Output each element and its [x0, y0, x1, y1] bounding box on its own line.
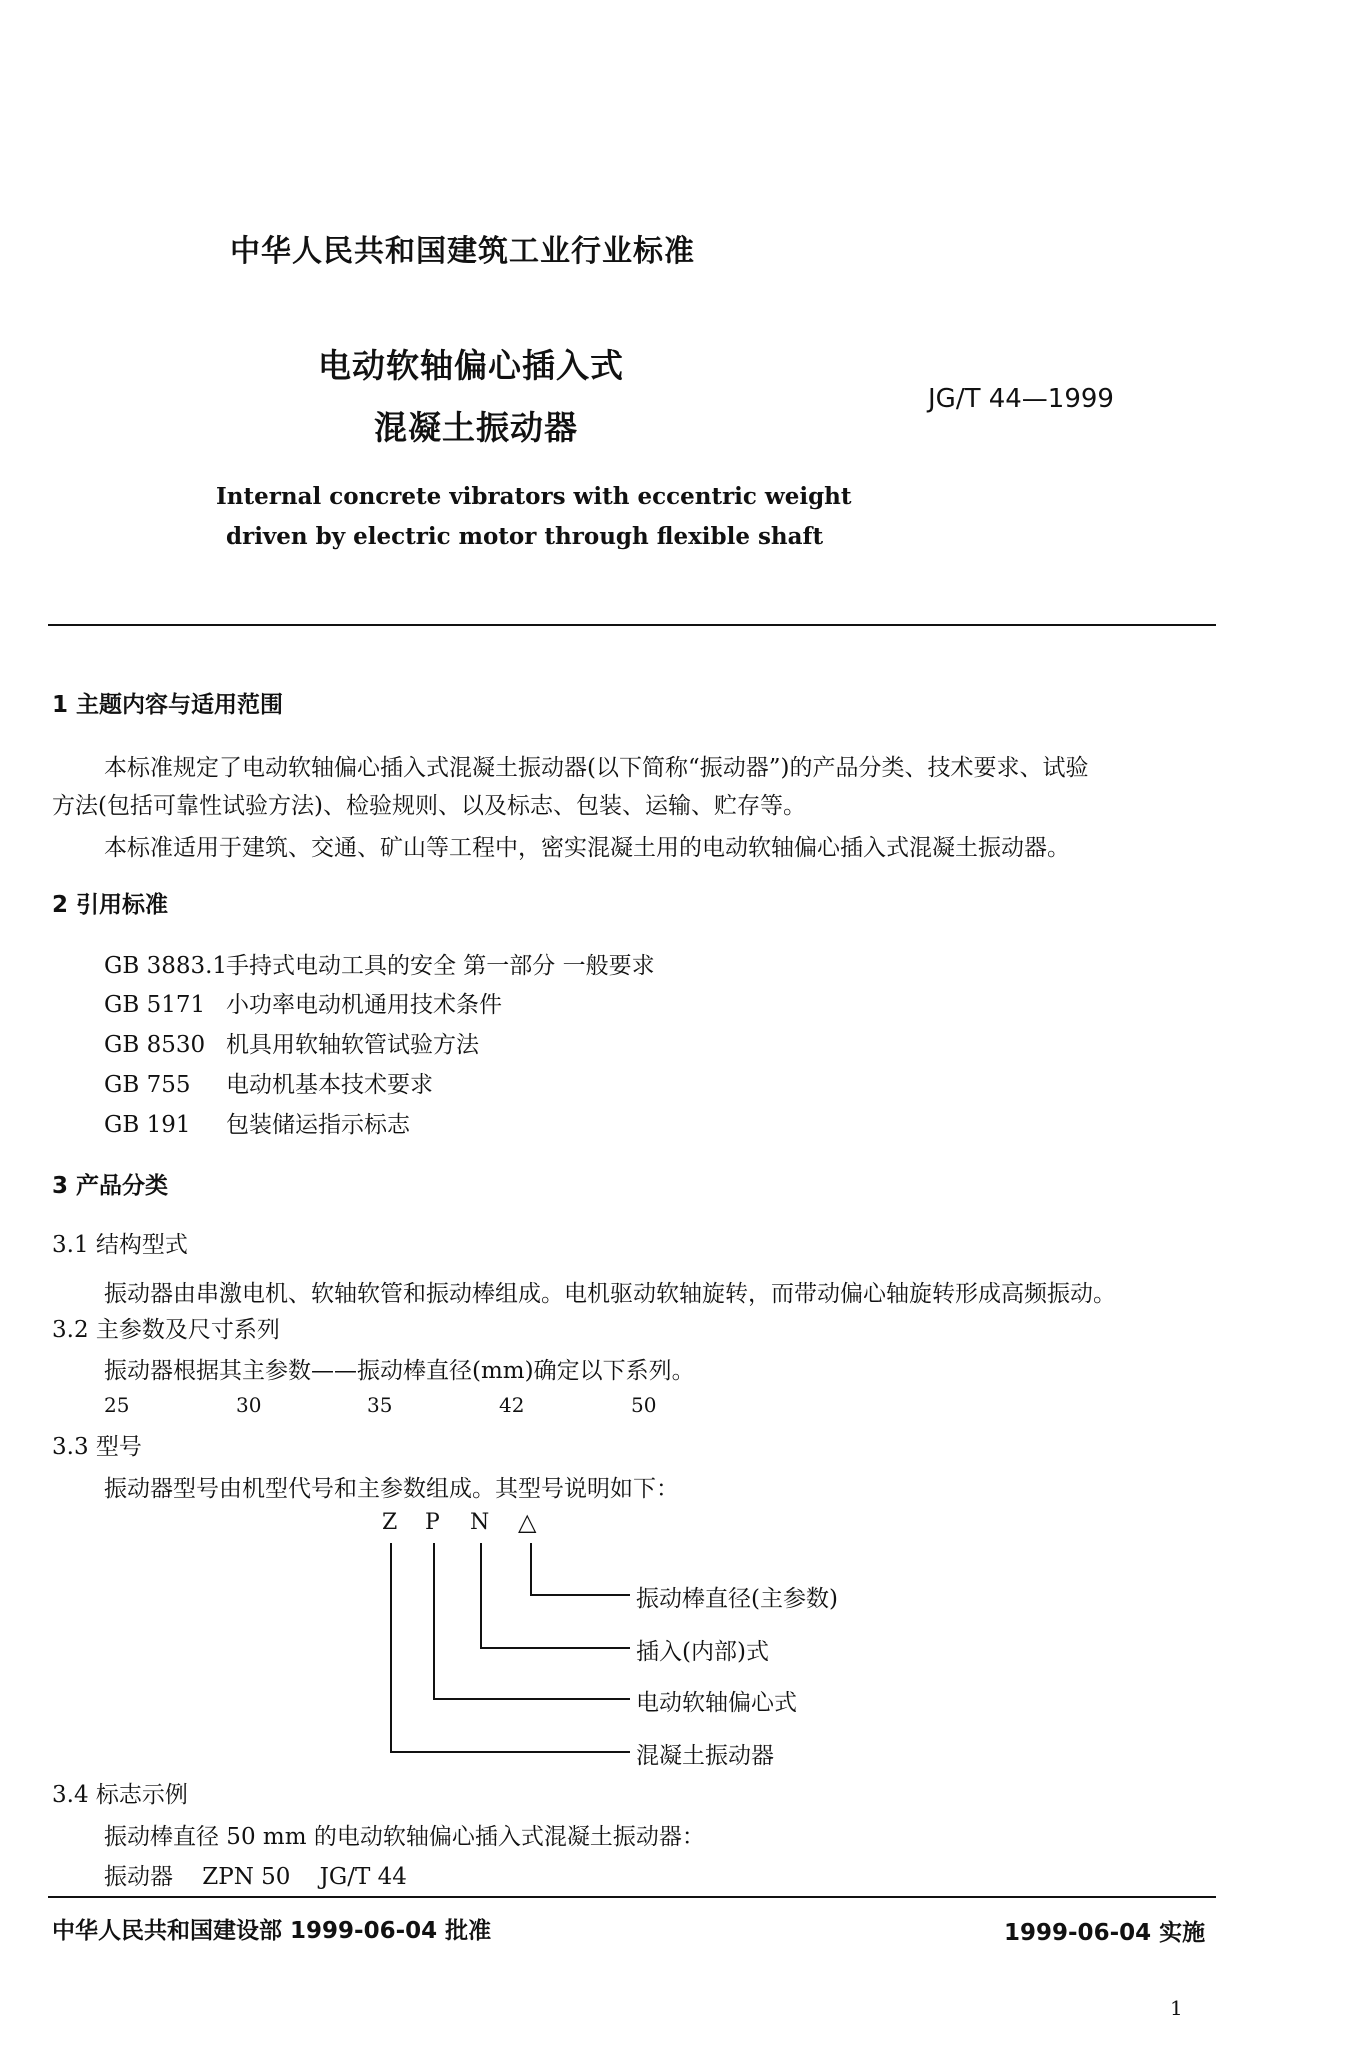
standard-number: JG/T 44—1999	[928, 384, 1114, 414]
bracket-line	[530, 1543, 532, 1595]
bracket-line	[433, 1698, 630, 1700]
diagram-label: 插入(内部)式	[636, 1639, 769, 1665]
org-title: 中华人民共和国建筑工业行业标准	[230, 234, 695, 269]
section3-2-heading: 3.2 主参数及尺寸系列	[52, 1317, 280, 1343]
letter-p: P	[425, 1510, 440, 1535]
reference-row	[104, 986, 502, 1019]
section3-3-heading: 3.3 型号	[52, 1434, 142, 1460]
series-value: 50	[631, 1393, 657, 1417]
diagram-label: 振动棒直径(主参数)	[636, 1586, 838, 1612]
reference-title: 小功率电动机通用技术条件	[226, 992, 502, 1018]
diagram-label: 混凝土振动器	[636, 1743, 774, 1769]
section3-2-text: 振动器根据其主参数——振动棒直径(mm)确定以下系列。	[104, 1358, 695, 1384]
header-divider	[48, 624, 1216, 626]
triangle-placeholder: △	[518, 1508, 537, 1536]
implementation-date: 1999-06-04 实施	[1004, 1920, 1206, 1946]
bracket-line	[390, 1751, 630, 1753]
english-title-line2: driven by electric motor through flexible shaft	[226, 523, 824, 550]
bracket-line	[530, 1594, 630, 1596]
approval-info: 中华人民共和国建设部 1999-06-04 批准	[52, 1918, 492, 1944]
letter-n: N	[470, 1510, 490, 1535]
reference-title: 电动机基本技术要求	[226, 1072, 433, 1098]
section3-4-heading: 3.4 标志示例	[52, 1782, 188, 1808]
section1-para1-line2: 方法(包括可靠性试验方法)、检验规则、以及标志、包装、运输、贮存等。	[52, 793, 806, 819]
section3-heading: 3 产品分类	[52, 1173, 169, 1199]
reference-code: GB 191	[104, 1112, 191, 1138]
reference-code: GB 755	[104, 1072, 191, 1098]
reference-row	[104, 1026, 479, 1059]
page-number: 1	[1170, 1996, 1183, 2020]
bracket-line	[480, 1543, 482, 1648]
footer-divider	[48, 1896, 1216, 1898]
bracket-line	[433, 1543, 435, 1699]
section3-3-text: 振动器型号由机型代号和主参数组成。其型号说明如下：	[104, 1476, 679, 1502]
reference-title: 手持式电动工具的安全 第一部分 一般要求	[226, 953, 655, 979]
reference-code: GB 5171	[104, 992, 206, 1018]
reference-title: 机具用软轴软管试验方法	[226, 1032, 479, 1058]
reference-row	[104, 947, 655, 980]
reference-title: 包装储运指示标志	[226, 1112, 410, 1138]
letter-z: Z	[382, 1510, 398, 1535]
section3-1-text: 振动器由串激电机、软轴软管和振动棒组成。电机驱动软轴旋转，而带动偏心轴旋转形成高频振动。	[104, 1281, 1116, 1307]
bracket-line	[390, 1543, 392, 1752]
series-value: 30	[236, 1393, 262, 1417]
series-value: 35	[367, 1393, 393, 1417]
section3-4-example: 振动器 ZPN 50 JG/T 44	[104, 1864, 407, 1890]
section1-para1-line1: 本标准规定了电动软轴偏心插入式混凝土振动器(以下简称“振动器”)的产品分类、技术要求、试验	[104, 755, 1089, 781]
doc-title-line1: 电动软轴偏心插入式	[318, 346, 624, 385]
reference-code: GB 3883.1	[104, 953, 228, 979]
section2-heading: 2 引用标准	[52, 892, 169, 918]
section3-1-heading: 3.1 结构型式	[52, 1232, 188, 1258]
english-title-line1: Internal concrete vibrators with eccentric weight	[216, 483, 852, 510]
reference-row	[104, 1066, 433, 1099]
doc-title-line2: 混凝土振动器	[374, 408, 578, 447]
section3-4-text: 振动棒直径 50 mm 的电动软轴偏心插入式混凝土振动器：	[104, 1824, 705, 1850]
bracket-line	[480, 1647, 630, 1649]
series-value: 42	[499, 1393, 525, 1417]
reference-row	[104, 1106, 410, 1139]
diagram-label: 电动软轴偏心式	[636, 1690, 797, 1716]
series-value: 25	[104, 1393, 130, 1417]
section1-para2: 本标准适用于建筑、交通、矿山等工程中，密实混凝土用的电动软轴偏心插入式混凝土振动器。	[104, 835, 1070, 861]
section1-heading: 1 主题内容与适用范围	[52, 692, 284, 718]
reference-code: GB 8530	[104, 1032, 206, 1058]
